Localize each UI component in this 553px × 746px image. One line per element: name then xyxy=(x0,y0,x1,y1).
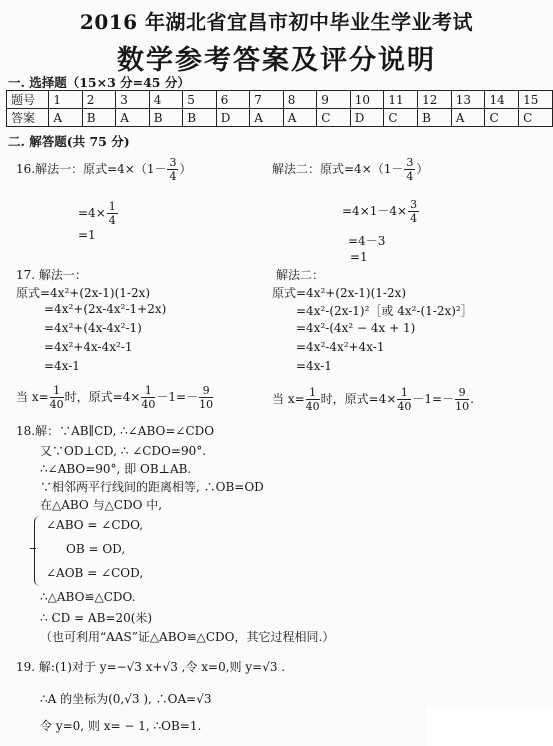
question-number-cell: 6 xyxy=(216,91,250,109)
fraction-denominator: 40 xyxy=(397,400,412,413)
q17-right-line: =4x²-(2x-1)²［或 4x²-(1-2x)²］ xyxy=(296,304,473,318)
fraction xyxy=(199,384,213,411)
q16-right-step1 xyxy=(342,198,420,225)
step-text: =4× xyxy=(78,206,106,220)
q17-left-line: =4x²+(2x-4x²-1+2x) xyxy=(44,302,167,316)
answer-cell: A xyxy=(250,109,283,127)
fraction-denominator: 10 xyxy=(199,398,214,411)
fraction-denominator: 10 xyxy=(455,400,470,413)
question-number-cell: 4 xyxy=(149,91,182,109)
system-brace-tip xyxy=(30,548,36,553)
sub-text: 当 x= xyxy=(272,392,305,406)
fraction-denominator: 40 xyxy=(305,400,320,413)
q17-right-line: =4x²-4x²+4x-1 xyxy=(296,340,385,354)
q16-right-step3: =1 xyxy=(350,250,368,264)
fraction-numerator: 3 xyxy=(169,156,177,169)
answer-row xyxy=(7,109,553,127)
q17-left-line: =4x²+4x-4x²-1 xyxy=(44,340,133,354)
question-number-cell: 8 xyxy=(283,91,316,109)
question-number-cell: 15 xyxy=(519,91,553,109)
fraction-denominator: 4 xyxy=(108,214,116,227)
question-number-cell: 5 xyxy=(183,91,216,109)
q17-left-line: =4x-1 xyxy=(44,359,80,373)
q16-right-step2: =4－3 xyxy=(348,234,386,248)
q17-right-substitution xyxy=(272,386,474,413)
answer-cell: B xyxy=(183,109,216,127)
row-header-question: 题号 xyxy=(7,91,49,109)
sub-text: －1=－ xyxy=(156,390,199,404)
answer-table xyxy=(6,90,553,127)
q19-line: ∴A 的坐标为(0,√3 ), ∴OA=√3 xyxy=(40,692,212,706)
q18-tail-line: （也可利用“AAS”证△ABO≌△CDO，其它过程相同.） xyxy=(40,630,335,644)
q17-right-line: 原式=4x²+(2x-1)(1-2x) xyxy=(272,286,407,300)
q18-line: ∴∠ABO=90°, 即 OB⊥AB. xyxy=(40,462,192,476)
fraction xyxy=(107,200,118,227)
fraction xyxy=(50,384,64,411)
q17-right-line: =4x-1 xyxy=(296,359,332,373)
q18-tail-line: ∴ CD = AB=20(米) xyxy=(40,611,153,625)
section2-heading: 二. 解答题(共 75 分) xyxy=(8,134,130,149)
fraction-numerator: 1 xyxy=(50,384,64,398)
fraction-numerator: 3 xyxy=(406,156,414,169)
fraction-denominator: 4 xyxy=(410,212,418,225)
q18-system-line: OB = OD, xyxy=(66,542,126,556)
q16-method2 xyxy=(272,156,428,183)
fraction-numerator: 1 xyxy=(141,384,155,398)
q16-method1 xyxy=(16,156,191,183)
fraction-numerator: 3 xyxy=(410,198,418,211)
sub-text: 时，原式=4× xyxy=(320,392,397,406)
q17-left-line: =4x²+(4x-4x²-1) xyxy=(44,321,142,335)
question-number-cell: 10 xyxy=(350,91,384,109)
step-text: =4×1－4× xyxy=(342,204,408,218)
q17-left-line: 原式=4x²+(2x-1)(1-2x) xyxy=(16,286,151,300)
fraction-numerator: 1 xyxy=(108,200,116,213)
fraction xyxy=(397,386,411,413)
question-number-cell: 2 xyxy=(82,91,115,109)
sub-text: 当 x= xyxy=(16,390,49,404)
answer-cell: C xyxy=(485,109,519,127)
answer-cell: C xyxy=(384,109,418,127)
q18-tail-line: ∴△ABO≌△CDO. xyxy=(40,590,136,604)
fraction xyxy=(408,198,419,225)
question-number-row xyxy=(7,91,553,109)
question-number-cell: 9 xyxy=(317,91,351,109)
q16-left-label: 16.解法一：原式=4×（1－ xyxy=(16,162,167,176)
row-header-answer: 答案 xyxy=(7,109,49,127)
section1-heading: 一. 选择题（15×3 分=45 分） xyxy=(8,75,190,90)
fraction xyxy=(404,156,415,183)
fraction-numerator: 9 xyxy=(455,386,469,400)
answer-cell: C xyxy=(519,109,553,127)
fraction-numerator: 9 xyxy=(199,384,213,398)
answer-cell: B xyxy=(418,109,452,127)
q17-right-line: =4x²-(4x² − 4x + 1) xyxy=(296,321,416,335)
question-number-cell: 11 xyxy=(384,91,418,109)
q18-line: 在△ABO 与△CDO 中, xyxy=(40,498,163,512)
period: . xyxy=(470,392,474,406)
exam-title: 2016 年湖北省宜昌市初中毕业生学业考试 xyxy=(79,10,474,34)
fraction-denominator: 4 xyxy=(169,170,177,183)
q17-method2-label: 解法二： xyxy=(276,268,325,282)
answer-cell: A xyxy=(451,109,485,127)
fraction xyxy=(455,386,469,413)
answer-key-title: 数学参考答案及评分说明 xyxy=(117,45,436,76)
q18-system-line: ∠AOB = ∠COD, xyxy=(46,566,144,580)
fraction-denominator: 40 xyxy=(141,398,156,411)
fraction-denominator: 4 xyxy=(406,170,414,183)
sub-text: 时，原式=4× xyxy=(64,390,141,404)
answer-cell: D xyxy=(350,109,384,127)
answer-cell: D xyxy=(216,109,250,127)
question-number-cell: 3 xyxy=(116,91,149,109)
question-number-cell: 14 xyxy=(485,91,519,109)
fraction xyxy=(306,386,320,413)
question-number-cell: 13 xyxy=(451,91,485,109)
paren-close: ） xyxy=(179,162,192,176)
q16-left-step1 xyxy=(78,200,119,227)
fraction-denominator: 40 xyxy=(49,398,64,411)
q18-line: 18.解：∵AB∥CD, ∴∠ABO=∠CDO xyxy=(16,424,215,438)
blank-corner xyxy=(426,706,553,746)
answer-cell: C xyxy=(317,109,351,127)
sub-text: －1=－ xyxy=(412,392,455,406)
q16-left-step2: =1 xyxy=(78,228,96,242)
q18-system-line: ∠ABO = ∠CDO, xyxy=(46,518,144,532)
question-number-cell: 12 xyxy=(418,91,452,109)
q17-method1-label: 17. 解法一： xyxy=(16,268,87,282)
q18-line: 又∵OD⊥CD, ∴ ∠CDO=90°. xyxy=(40,444,207,458)
question-number-cell: 1 xyxy=(49,91,82,109)
fraction-numerator: 1 xyxy=(306,386,320,400)
answer-cell: B xyxy=(82,109,115,127)
q17-left-substitution xyxy=(16,384,214,411)
fraction xyxy=(141,384,155,411)
answer-cell: B xyxy=(149,109,182,127)
q18-line: ∵相邻两平行线间的距离相等, ∴OB=OD xyxy=(40,480,264,494)
fraction-numerator: 1 xyxy=(397,386,411,400)
answer-cell: A xyxy=(116,109,149,127)
q19-line: 令 y=0, 则 x= − 1, ∴OB=1. xyxy=(40,719,202,733)
answer-cell: A xyxy=(283,109,316,127)
fraction xyxy=(167,156,178,183)
question-number-cell: 7 xyxy=(250,91,283,109)
paren-close: ） xyxy=(416,162,429,176)
q16-right-label: 解法二：原式=4×（1－ xyxy=(272,162,404,176)
q19-line: 19. 解:(1)对于 y=−√3 x+√3 ,令 x=0,则 y=√3 . xyxy=(16,660,286,674)
answer-cell: A xyxy=(49,109,82,127)
